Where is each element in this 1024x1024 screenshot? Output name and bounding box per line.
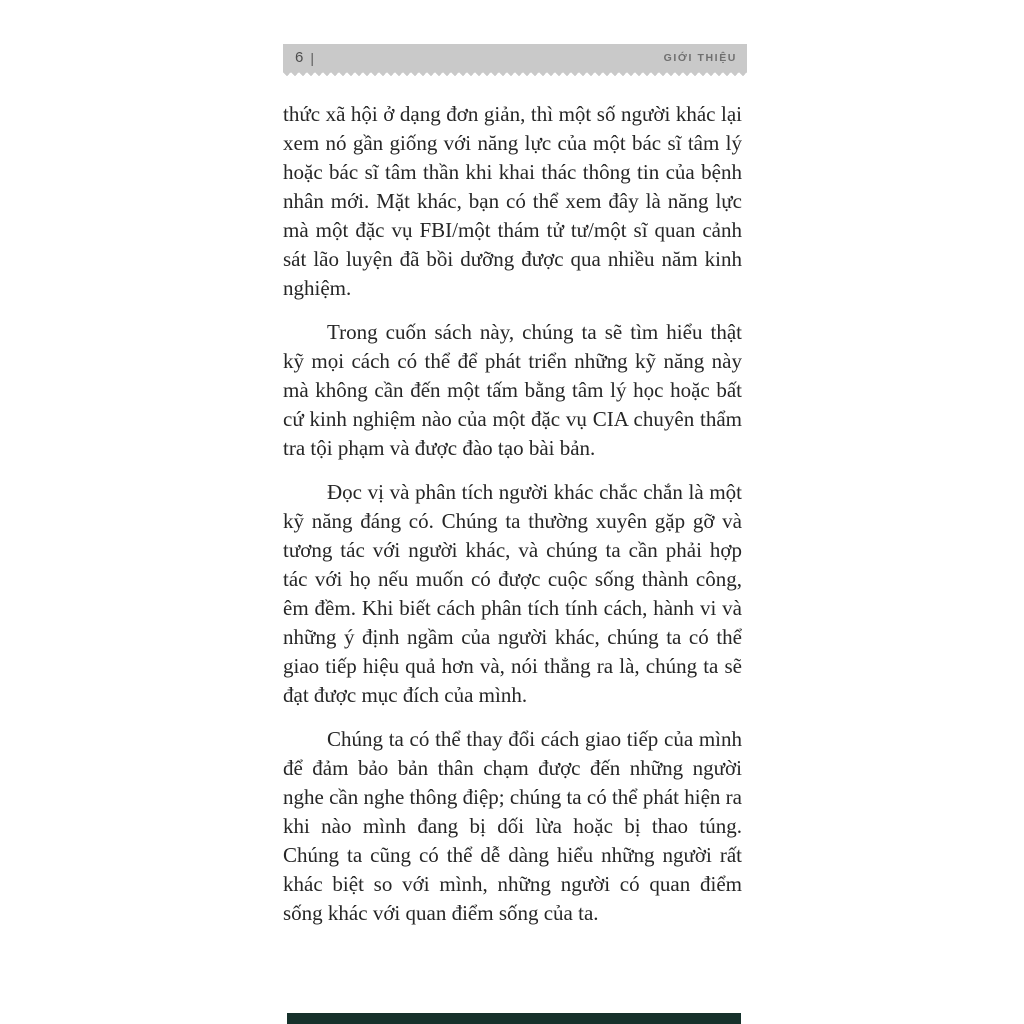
running-section-title: GIỚI THIỆU [663,51,737,64]
paragraph: Trong cuốn sách này, chúng ta sẽ tìm hiểu thật kỹ mọi cách có thể để phát triển những kỹ năng này mà không cần đến một tấm bằng tâm lý học hoặc bất cứ kinh nghiệm nào của một đặc vụ CIA chuyên thẩm tra tội phạm và được đào tạo bài bản. [283,320,742,460]
page-number-value: 6 [295,49,306,66]
body-text-column [283,100,742,943]
page-number [295,49,316,66]
page-number-divider: | [310,49,316,66]
paragraph: Đọc vị và phân tích người khác chắc chắn là một kỹ năng đáng có. Chúng ta thường xuyên gặp gỡ và tương tác với người khác, và chúng ta cần phải hợp tác với họ nếu muốn có được cuộc sống thành công, êm đềm. Khi biết cách phân tích tính cách, hành vi và những ý định ngầm của người khác, chúng ta có thể giao tiếp hiệu quả hơn và, nói thẳng ra là, chúng ta sẽ đạt được mục đích của mình. [283,480,742,707]
bottom-dark-bar [287,1013,741,1024]
paragraph: Chúng ta có thể thay đổi cách giao tiếp của mình để đảm bảo bản thân chạm được đến những người nghe cần nghe thông điệp; chúng ta có thể phát hiện ra khi nào mình đang bị dối lừa hoặc bị thao túng. Chúng ta cũng có thể dễ dàng hiểu những người rất khác biệt so với mình, những người có quan điểm sống khác với quan điểm sống của ta. [283,727,742,925]
paragraph: thức xã hội ở dạng đơn giản, thì một số người khác lại xem nó gần giống với năng lực của một bác sĩ tâm lý hoặc bác sĩ tâm thần khi khai thác thông tin của bệnh nhân mới. Mặt khác, bạn có thể xem đây là năng lực mà một đặc vụ FBI/một thám tử tư/một sĩ quan cảnh sát lão luyện đã bồi dưỡng được qua nhiều năm kinh nghiệm. [283,102,742,300]
page-header [283,44,747,71]
header-perforated-edge [283,71,747,76]
